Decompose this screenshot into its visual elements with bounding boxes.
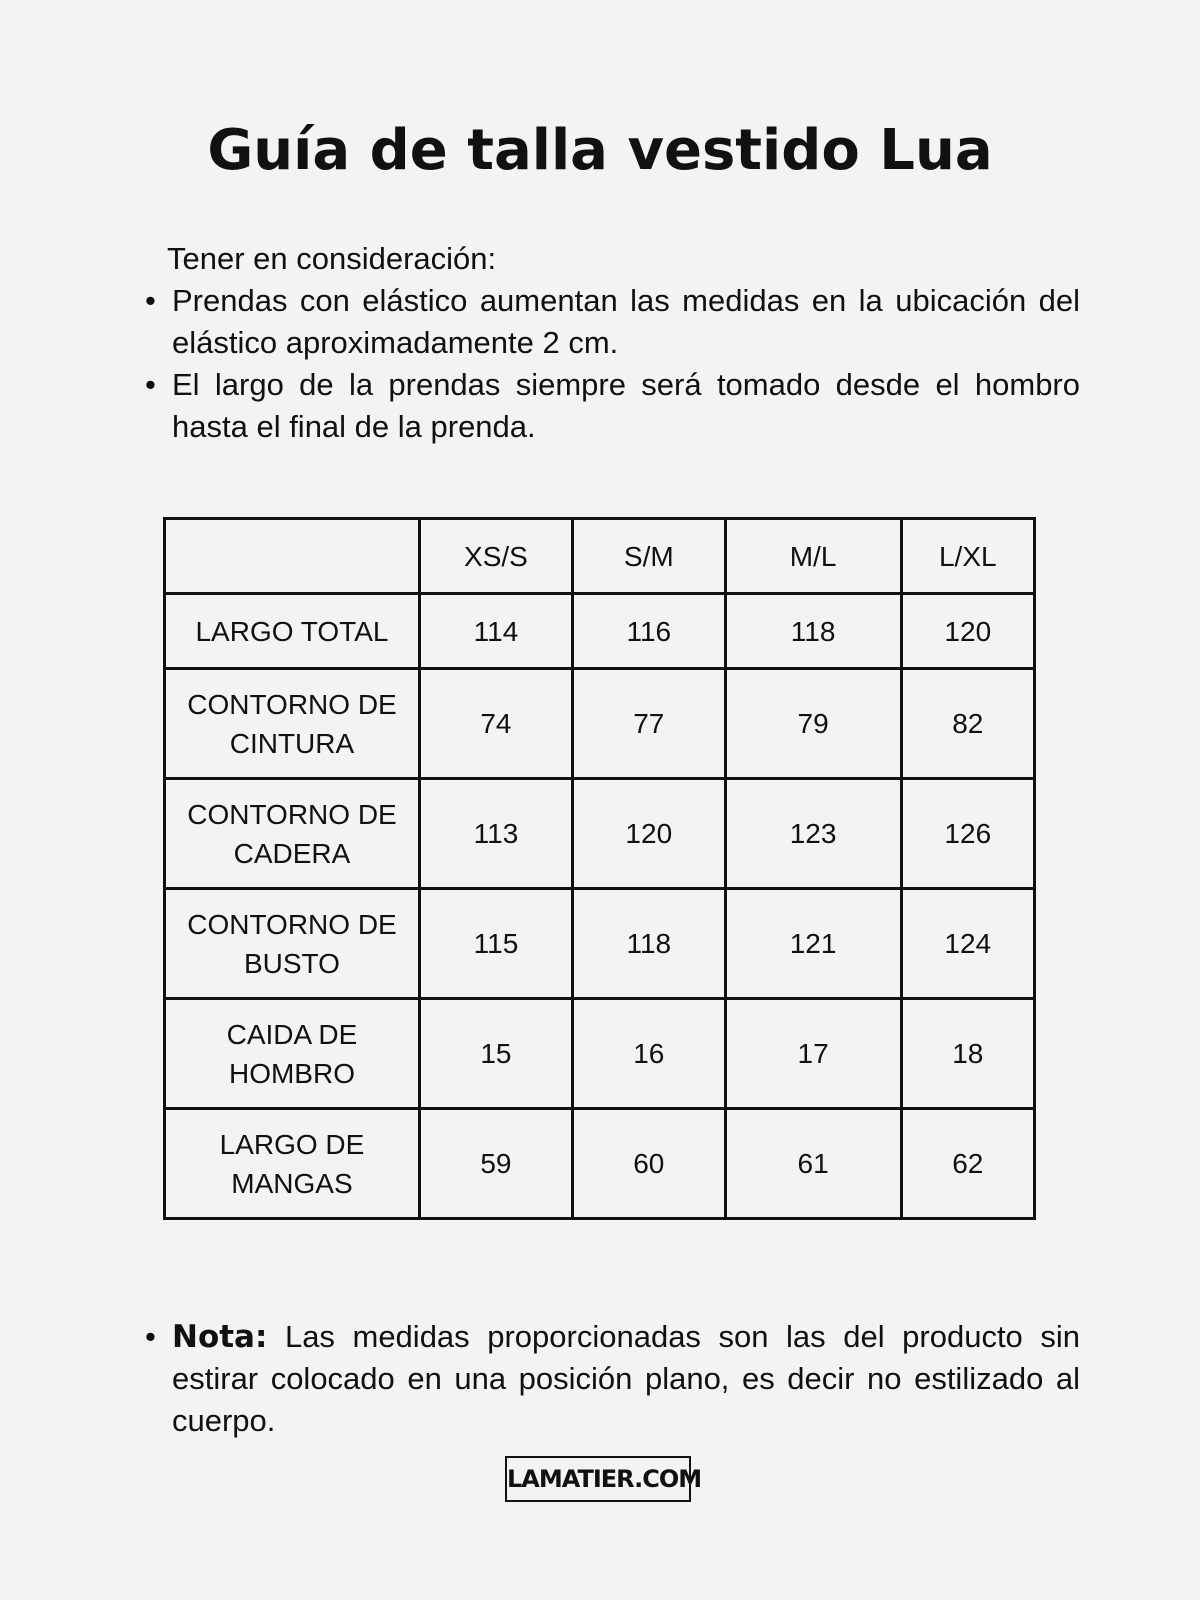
table-cell: 15 bbox=[419, 999, 572, 1109]
table-header-row bbox=[165, 519, 1035, 594]
table-cell: 82 bbox=[901, 669, 1034, 779]
row-label: LARGO DE MANGAS bbox=[165, 1109, 420, 1219]
table-row bbox=[165, 889, 1035, 999]
consideration-item bbox=[145, 364, 1080, 448]
table-row bbox=[165, 594, 1035, 669]
table-header-cell: XS/S bbox=[419, 519, 572, 594]
table-cell: 124 bbox=[901, 889, 1034, 999]
row-label: CAIDA DE HOMBRO bbox=[165, 999, 420, 1109]
note-label: Nota: bbox=[172, 1319, 268, 1355]
table-cell: 118 bbox=[725, 594, 901, 669]
table-cell: 18 bbox=[901, 999, 1034, 1109]
row-label: CONTORNO DE BUSTO bbox=[165, 889, 420, 999]
brand-logo: LAMATIER.COM bbox=[505, 1456, 691, 1502]
considerations-lead: Tener en consideración: bbox=[167, 241, 497, 276]
table-cell: 120 bbox=[572, 779, 725, 889]
table-row bbox=[165, 669, 1035, 779]
table-header-cell: L/XL bbox=[901, 519, 1034, 594]
bullet-icon: • bbox=[145, 283, 156, 318]
table-cell: 113 bbox=[419, 779, 572, 889]
table-header-cell: M/L bbox=[725, 519, 901, 594]
row-label: CONTORNO DE CADERA bbox=[165, 779, 420, 889]
note-block bbox=[145, 1316, 1080, 1442]
note-item bbox=[145, 1316, 1080, 1442]
page-title: Guía de talla vestido Lua bbox=[207, 118, 993, 183]
table-row bbox=[165, 779, 1035, 889]
consideration-item-text: El largo de la prendas siempre será tomado desde el hombro hasta el final de la prenda. bbox=[172, 367, 1080, 444]
row-label: LARGO TOTAL bbox=[165, 594, 420, 669]
bullet-icon: • bbox=[145, 1319, 156, 1354]
table-header-cell bbox=[165, 519, 420, 594]
table-cell: 116 bbox=[572, 594, 725, 669]
table-cell: 114 bbox=[419, 594, 572, 669]
table-cell: 123 bbox=[725, 779, 901, 889]
table-cell: 59 bbox=[419, 1109, 572, 1219]
table-cell: 118 bbox=[572, 889, 725, 999]
table-cell: 77 bbox=[572, 669, 725, 779]
table-cell: 17 bbox=[725, 999, 901, 1109]
table-cell: 126 bbox=[901, 779, 1034, 889]
table-cell: 79 bbox=[725, 669, 901, 779]
consideration-item bbox=[145, 280, 1080, 364]
considerations-block bbox=[145, 238, 1080, 448]
table-cell: 62 bbox=[901, 1109, 1034, 1219]
table-cell: 115 bbox=[419, 889, 572, 999]
table-cell: 60 bbox=[572, 1109, 725, 1219]
row-label: CONTORNO DE CINTURA bbox=[165, 669, 420, 779]
note-text: Las medidas proporcionadas son las del producto sin estirar colocado en una posición plano, es decir no estilizado al cuerpo. bbox=[172, 1319, 1080, 1438]
table-header-cell: S/M bbox=[572, 519, 725, 594]
table-row bbox=[165, 1109, 1035, 1219]
table-cell: 61 bbox=[725, 1109, 901, 1219]
table-cell: 121 bbox=[725, 889, 901, 999]
bullet-icon: • bbox=[145, 367, 156, 402]
size-table bbox=[163, 517, 1036, 1220]
table-cell: 16 bbox=[572, 999, 725, 1109]
table-cell: 74 bbox=[419, 669, 572, 779]
consideration-item-text: Prendas con elástico aumentan las medidas en la ubicación del elástico aproximadamente 2 cm. bbox=[172, 283, 1080, 360]
table-row bbox=[165, 999, 1035, 1109]
table-cell: 120 bbox=[901, 594, 1034, 669]
